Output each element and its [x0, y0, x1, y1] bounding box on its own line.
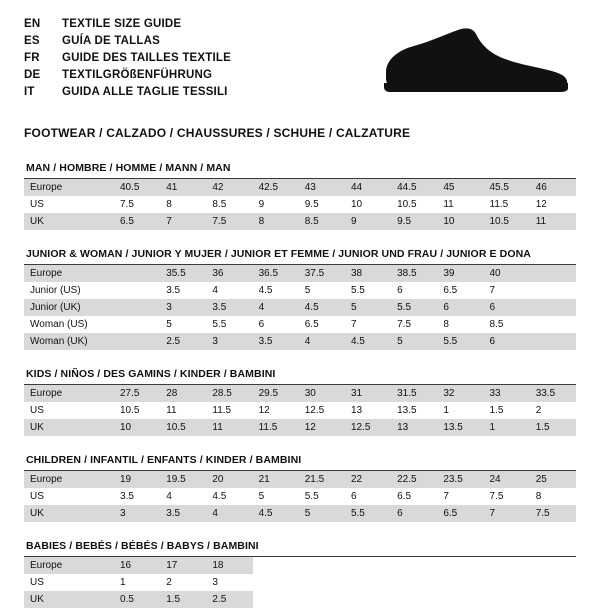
- cell: 6.5: [299, 316, 345, 333]
- table-row: [24, 299, 576, 316]
- cell: 8.5: [484, 316, 530, 333]
- cell: 10: [114, 419, 160, 436]
- cell: 12: [530, 196, 576, 213]
- cell: 4.5: [299, 299, 345, 316]
- cell: 8: [160, 196, 206, 213]
- row-label: UK: [24, 591, 114, 608]
- cell: 9: [253, 196, 299, 213]
- language-title: TEXTILGRÖßENFÜHRUNG: [62, 69, 213, 81]
- cell: 30: [299, 385, 345, 402]
- cell: 8: [530, 488, 576, 505]
- cell: 24: [484, 471, 530, 488]
- row-label: Woman (UK): [24, 333, 114, 350]
- cell: 7.5: [530, 505, 576, 522]
- cell: 8: [253, 213, 299, 230]
- cell: 7.5: [484, 488, 530, 505]
- cell: 45.5: [484, 179, 530, 196]
- cell: 4.5: [253, 282, 299, 299]
- row-label: Europe: [24, 179, 114, 196]
- cell: [114, 282, 160, 299]
- cell: 7: [484, 282, 530, 299]
- cell: 11: [437, 196, 483, 213]
- cell: 8: [437, 316, 483, 333]
- row-label: Europe: [24, 471, 114, 488]
- cell: 4.5: [253, 505, 299, 522]
- table-row: [24, 402, 576, 419]
- cell: 2.5: [206, 591, 252, 608]
- cell: 12.5: [299, 402, 345, 419]
- cell: 6: [437, 299, 483, 316]
- cell: [530, 265, 576, 282]
- cell: 32: [437, 385, 483, 402]
- cell: 10.5: [484, 213, 530, 230]
- size-table: [24, 471, 576, 522]
- cell: 10: [345, 196, 391, 213]
- cell: 42: [206, 179, 252, 196]
- cell: 45: [437, 179, 483, 196]
- cell: 6: [345, 488, 391, 505]
- cell: 16: [114, 557, 160, 574]
- cell: [530, 333, 576, 350]
- row-label: US: [24, 196, 114, 213]
- cell: 4: [206, 282, 252, 299]
- cell-empty: [484, 557, 530, 574]
- cell: [530, 316, 576, 333]
- language-title: GUÍA DE TALLAS: [62, 35, 160, 47]
- cell: 5.5: [206, 316, 252, 333]
- cell: 4: [253, 299, 299, 316]
- table-row: [24, 196, 576, 213]
- cell: 44: [345, 179, 391, 196]
- section-children: [24, 454, 576, 522]
- row-label: Woman (US): [24, 316, 114, 333]
- cell: [530, 282, 576, 299]
- cell: 33: [484, 385, 530, 402]
- cell: 36: [206, 265, 252, 282]
- cell: 1.5: [484, 402, 530, 419]
- cell-empty: [530, 557, 576, 574]
- cell: 20: [206, 471, 252, 488]
- table-row: [24, 471, 576, 488]
- cell-empty: [345, 557, 391, 574]
- cell: 3: [160, 299, 206, 316]
- page-header: [24, 18, 576, 110]
- cell: 2: [160, 574, 206, 591]
- cell-empty: [345, 574, 391, 591]
- cell: 13.5: [391, 402, 437, 419]
- cell: [114, 265, 160, 282]
- cell-empty: [299, 574, 345, 591]
- row-label: Europe: [24, 265, 114, 282]
- cell: 11.5: [253, 419, 299, 436]
- cell: 6: [253, 316, 299, 333]
- cell: 1.5: [530, 419, 576, 436]
- row-label: US: [24, 402, 114, 419]
- cell: 7.5: [114, 196, 160, 213]
- cell: 11.5: [484, 196, 530, 213]
- cell: 6: [391, 505, 437, 522]
- cell: 11: [160, 402, 206, 419]
- cell: 6.5: [114, 213, 160, 230]
- cell: 6.5: [437, 505, 483, 522]
- cell: 1: [114, 574, 160, 591]
- row-label: Junior (US): [24, 282, 114, 299]
- cell: 3.5: [206, 299, 252, 316]
- cell: 3.5: [253, 333, 299, 350]
- cell-empty: [391, 557, 437, 574]
- cell-empty: [484, 574, 530, 591]
- table-row: [24, 282, 576, 299]
- cell: 11: [206, 419, 252, 436]
- cell: 28.5: [206, 385, 252, 402]
- cell: 10.5: [114, 402, 160, 419]
- language-code: FR: [24, 52, 40, 64]
- row-label: UK: [24, 505, 114, 522]
- section-babies: [24, 540, 576, 608]
- cell: 3: [206, 574, 252, 591]
- cell: 25: [530, 471, 576, 488]
- cell-empty: [253, 574, 299, 591]
- cell: 4: [160, 488, 206, 505]
- cell: 4.5: [345, 333, 391, 350]
- table-row: [24, 333, 576, 350]
- cell: 5.5: [345, 505, 391, 522]
- cell: 6: [391, 282, 437, 299]
- cell: [114, 333, 160, 350]
- table-row: [24, 557, 576, 574]
- table-row: [24, 385, 576, 402]
- cell: 4: [206, 505, 252, 522]
- section-junior-woman: [24, 248, 576, 350]
- cell: [114, 299, 160, 316]
- cell: 5: [345, 299, 391, 316]
- cell: 5.5: [345, 282, 391, 299]
- cell-empty: [437, 557, 483, 574]
- cell: 44.5: [391, 179, 437, 196]
- table-row: [24, 316, 576, 333]
- cell: 9: [345, 213, 391, 230]
- cell: 5: [391, 333, 437, 350]
- cell: 3: [206, 333, 252, 350]
- table-row: [24, 574, 576, 591]
- cell: 9.5: [391, 213, 437, 230]
- cell: 2.5: [160, 333, 206, 350]
- cell: 5: [299, 282, 345, 299]
- category-title: FOOTWEAR / CALZADO / CHAUSSURES / SCHUHE / CALZATURE: [24, 126, 411, 140]
- cell: 41: [160, 179, 206, 196]
- cell: 13: [345, 402, 391, 419]
- cell: 5: [299, 505, 345, 522]
- cell: 18: [206, 557, 252, 574]
- cell: 4.5: [206, 488, 252, 505]
- cell-empty: [530, 574, 576, 591]
- cell: 42.5: [253, 179, 299, 196]
- cell: 40.5: [114, 179, 160, 196]
- cell: 1: [484, 419, 530, 436]
- cell: 10.5: [160, 419, 206, 436]
- cell: 10: [437, 213, 483, 230]
- cell: 22: [345, 471, 391, 488]
- cell: 31: [345, 385, 391, 402]
- cell: 17: [160, 557, 206, 574]
- cell: 27.5: [114, 385, 160, 402]
- cell: 6: [484, 299, 530, 316]
- cell: 8.5: [206, 196, 252, 213]
- cell: 6: [484, 333, 530, 350]
- table-row: [24, 419, 576, 436]
- cell: 6.5: [391, 488, 437, 505]
- cell: [530, 299, 576, 316]
- cell: 7.5: [206, 213, 252, 230]
- cell: 22.5: [391, 471, 437, 488]
- cell: 10.5: [391, 196, 437, 213]
- dress-shoe-icon: [380, 26, 570, 98]
- section-heading: MAN / HOMBRE / HOMME / MANN / MAN: [24, 162, 576, 179]
- cell: 7: [437, 488, 483, 505]
- language-code: EN: [24, 18, 41, 30]
- cell: 38.5: [391, 265, 437, 282]
- cell: 46: [530, 179, 576, 196]
- cell: 6.5: [437, 282, 483, 299]
- cell: 39: [437, 265, 483, 282]
- section-heading: CHILDREN / INFANTIL / ENFANTS / KINDER / BAMBINI: [24, 454, 576, 471]
- cell: 21.5: [299, 471, 345, 488]
- cell: 23.5: [437, 471, 483, 488]
- cell: 33.5: [530, 385, 576, 402]
- cell: 11: [530, 213, 576, 230]
- cell: 5: [160, 316, 206, 333]
- cell: 11.5: [206, 402, 252, 419]
- cell: 7.5: [391, 316, 437, 333]
- cell: 19.5: [160, 471, 206, 488]
- cell: 7: [345, 316, 391, 333]
- cell: 31.5: [391, 385, 437, 402]
- size-table: [24, 385, 576, 436]
- cell: 0.5: [114, 591, 160, 608]
- table-row: [24, 213, 576, 230]
- cell-empty: [391, 574, 437, 591]
- cell: 5.5: [299, 488, 345, 505]
- cell: 12: [299, 419, 345, 436]
- row-label: Europe: [24, 557, 114, 574]
- cell: 43: [299, 179, 345, 196]
- section-heading: BABIES / BEBÉS / BÉBÉS / BABYS / BAMBINI: [24, 540, 576, 557]
- row-label: Junior (UK): [24, 299, 114, 316]
- language-code: IT: [24, 86, 35, 98]
- cell: 40: [484, 265, 530, 282]
- cell: 29.5: [253, 385, 299, 402]
- row-label: UK: [24, 419, 114, 436]
- size-table: [24, 179, 576, 230]
- size-table: [24, 557, 576, 608]
- cell-empty: [253, 557, 299, 574]
- section-heading: KIDS / NIÑOS / DES GAMINS / KINDER / BAMBINI: [24, 368, 576, 385]
- cell: 5.5: [437, 333, 483, 350]
- cell: 1.5: [160, 591, 206, 608]
- table-row: [24, 179, 576, 196]
- language-code: DE: [24, 69, 41, 81]
- cell: 19: [114, 471, 160, 488]
- table-row: [24, 505, 576, 522]
- cell: 4: [299, 333, 345, 350]
- cell: 35.5: [160, 265, 206, 282]
- cell: 2: [530, 402, 576, 419]
- cell: 7: [160, 213, 206, 230]
- row-label: US: [24, 574, 114, 591]
- cell: 13.5: [437, 419, 483, 436]
- cell: 28: [160, 385, 206, 402]
- row-label: Europe: [24, 385, 114, 402]
- language-title: GUIDE DES TAILLES TEXTILE: [62, 52, 231, 64]
- cell: 8.5: [299, 213, 345, 230]
- cell: 36.5: [253, 265, 299, 282]
- cell-empty: [437, 574, 483, 591]
- section-heading: JUNIOR & WOMAN / JUNIOR Y MUJER / JUNIOR ET FEMME / JUNIOR UND FRAU / JUNIOR E DONA: [24, 248, 576, 265]
- table-row: [24, 265, 576, 282]
- cell: 9.5: [299, 196, 345, 213]
- language-title: GUIDA ALLE TAGLIE TESSILI: [62, 86, 228, 98]
- row-label: US: [24, 488, 114, 505]
- size-table: [24, 265, 576, 350]
- row-label: UK: [24, 213, 114, 230]
- table-row: [24, 488, 576, 505]
- cell: 7: [484, 505, 530, 522]
- cell: 5.5: [391, 299, 437, 316]
- cell: 1: [437, 402, 483, 419]
- cell: 13: [391, 419, 437, 436]
- cell: 5: [253, 488, 299, 505]
- cell-empty: [299, 557, 345, 574]
- cell: 3.5: [114, 488, 160, 505]
- section-man: [24, 162, 576, 230]
- language-title: TEXTILE SIZE GUIDE: [62, 18, 182, 30]
- cell: 3.5: [160, 282, 206, 299]
- language-code: ES: [24, 35, 40, 47]
- cell: 12.5: [345, 419, 391, 436]
- cell: 12: [253, 402, 299, 419]
- cell: 38: [345, 265, 391, 282]
- cell: 37.5: [299, 265, 345, 282]
- section-kids: [24, 368, 576, 436]
- cell: 21: [253, 471, 299, 488]
- cell: 3: [114, 505, 160, 522]
- cell: [114, 316, 160, 333]
- cell: 3.5: [160, 505, 206, 522]
